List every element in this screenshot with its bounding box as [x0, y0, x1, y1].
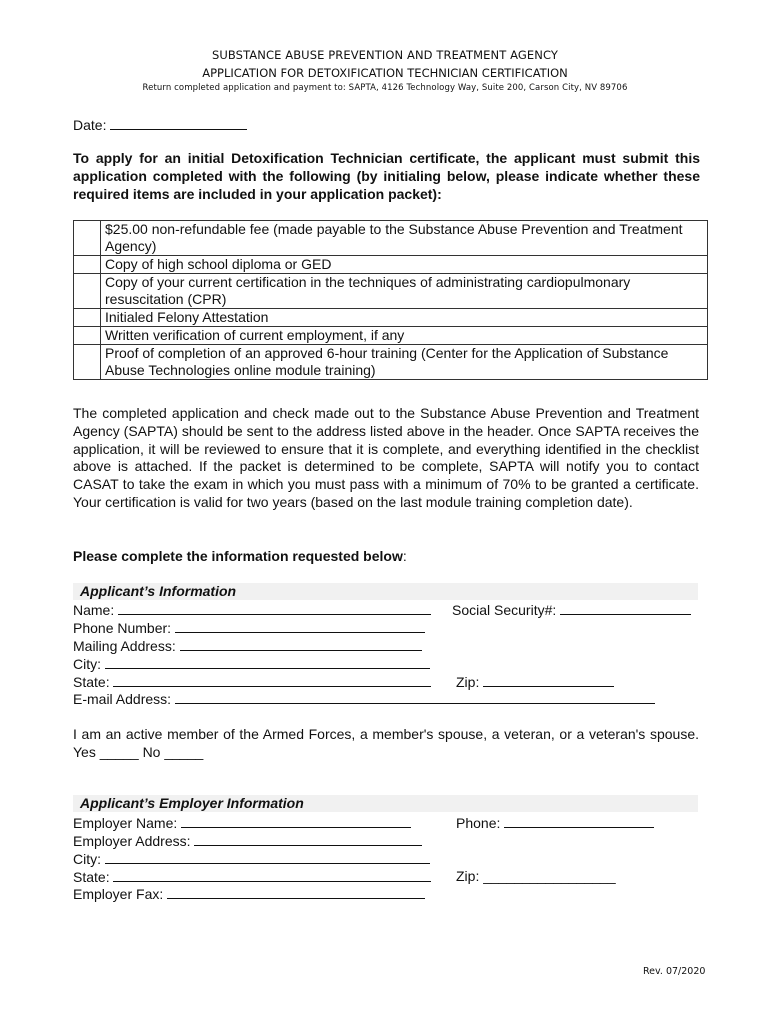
- return-address: Return completed application and payment to: SAPTA, 4126 Technology Way, Suite 200, Carson City, NV 89706: [142, 83, 628, 93]
- email-row: [73, 689, 655, 708]
- employer-zip-row: [456, 867, 616, 885]
- employer-fax-label: Employer Fax:: [73, 886, 164, 902]
- form-title: APPLICATION FOR DETOXIFICATION TECHNICIAN CERTIFICATION: [202, 66, 568, 80]
- employer-address-field[interactable]: [194, 831, 422, 846]
- name-label: Name:: [73, 602, 115, 618]
- phone-row: [73, 618, 425, 637]
- employer-fax-row: [73, 884, 425, 903]
- employer-city-row: [73, 849, 430, 868]
- armed-forces-yes[interactable]: Yes _____: [73, 743, 139, 760]
- mailing-label: Mailing Address:: [73, 638, 176, 654]
- checklist-item: Proof of completion of an approved 6-hour training (Center for the Application of Substance Abuse Technologies online module training): [101, 345, 708, 380]
- checklist-row: [74, 256, 708, 274]
- employer-zip-label: Zip:: [456, 868, 480, 884]
- email-field[interactable]: [175, 689, 655, 704]
- employer-phone-label: Phone:: [456, 815, 501, 831]
- initial-box[interactable]: [74, 274, 101, 309]
- complete-prompt-text: Please complete the information requested below: [73, 548, 403, 564]
- initial-box[interactable]: [74, 256, 101, 274]
- city-label: City:: [73, 656, 101, 672]
- mailing-row: [73, 636, 422, 655]
- checklist-item: $25.00 non-refundable fee (made payable to the Substance Abuse Prevention and Treatment Agency): [101, 221, 708, 256]
- complete-prompt: [73, 547, 407, 565]
- name-field[interactable]: [118, 600, 431, 615]
- initial-box[interactable]: [74, 309, 101, 327]
- checklist-row: [74, 345, 708, 380]
- employer-name-field[interactable]: [181, 813, 411, 828]
- phone-label: Phone Number:: [73, 620, 172, 636]
- checklist-table: [73, 220, 708, 380]
- agency-name: SUBSTANCE ABUSE PREVENTION AND TREATMENT AGENCY: [211, 48, 559, 62]
- phone-field[interactable]: [175, 618, 425, 633]
- date-field[interactable]: [110, 115, 247, 130]
- employer-name-label: Employer Name:: [73, 815, 178, 831]
- applicant-heading-text: Applicant’s Information: [80, 583, 237, 599]
- ssn-label: Social Security#:: [452, 602, 557, 618]
- date-row: [73, 115, 247, 134]
- checklist-row: [74, 327, 708, 345]
- employer-phone-row: [456, 813, 654, 832]
- checklist-row: [74, 221, 708, 256]
- armed-forces-text: [73, 726, 699, 762]
- employer-address-row: [73, 831, 422, 850]
- mailing-field[interactable]: [180, 636, 422, 651]
- employer-state-label: State:: [73, 869, 110, 885]
- employer-city-label: City:: [73, 851, 101, 867]
- armed-forces-no[interactable]: No _____: [142, 743, 204, 760]
- initial-box[interactable]: [74, 327, 101, 345]
- employer-address-label: Employer Address:: [73, 833, 191, 849]
- employer-fax-field[interactable]: [167, 884, 425, 899]
- armed-forces-question: I am an active member of the Armed Forces, a member's spouse, a veteran, or a veteran's spouse.: [73, 726, 699, 742]
- ssn-row: [452, 600, 691, 619]
- applicant-name-row: [73, 600, 431, 619]
- applicant-heading: [73, 583, 698, 600]
- city-field[interactable]: [105, 654, 430, 669]
- email-label: E-mail Address:: [73, 691, 172, 707]
- employer-zip-field[interactable]: _________________: [483, 868, 616, 884]
- checklist-item: Written verification of current employment, if any: [101, 327, 708, 345]
- employer-name-row: [73, 813, 411, 832]
- checklist-item: Copy of your current certification in the techniques of administrating cardiopulmonary resuscitation (CPR): [101, 274, 708, 309]
- instructions-text: The completed application and check made out to the Substance Abuse Prevention and Treatment Agency (SAPTA) should be sent to the address listed above in the header. Once SAPTA receives the application, it will be reviewed to ensure that it is complete, and everything identified in the checklist above is attached. If the packet is determined to be complete, SAPTA will notify you to contact CASAT to take the exam in which you must pass with a minimum of 70% to be granted a certificate. Your certification is valid for two years (based on the last module training completion date).: [73, 405, 699, 510]
- revision-date: Rev. 07/2020: [643, 966, 706, 977]
- intro-text: To apply for an initial Detoxification Technician certificate, the applicant must submit this application completed with the following (by initialing below, please indicate whether these required items are included in your application packet):: [73, 150, 700, 202]
- employer-heading-text: Applicant’s Employer Information: [80, 795, 304, 811]
- city-row: [73, 654, 430, 673]
- checklist-item: Copy of high school diploma or GED: [101, 256, 708, 274]
- initial-box[interactable]: [74, 221, 101, 256]
- date-label: Date:: [73, 117, 107, 133]
- checklist-row: [74, 274, 708, 309]
- employer-city-field[interactable]: [105, 849, 430, 864]
- checklist-item: Initialed Felony Attestation: [101, 309, 708, 327]
- complete-prompt-colon: :: [402, 548, 407, 564]
- state-field[interactable]: [113, 672, 431, 687]
- zip-label: Zip:: [456, 674, 480, 690]
- employer-heading: [73, 795, 698, 812]
- checklist-row: [74, 309, 708, 327]
- state-label: State:: [73, 674, 110, 690]
- ssn-field[interactable]: [560, 600, 691, 615]
- zip-field[interactable]: [483, 672, 614, 687]
- employer-state-field[interactable]: [113, 867, 431, 882]
- initial-box[interactable]: [74, 345, 101, 380]
- employer-phone-field[interactable]: [504, 813, 654, 828]
